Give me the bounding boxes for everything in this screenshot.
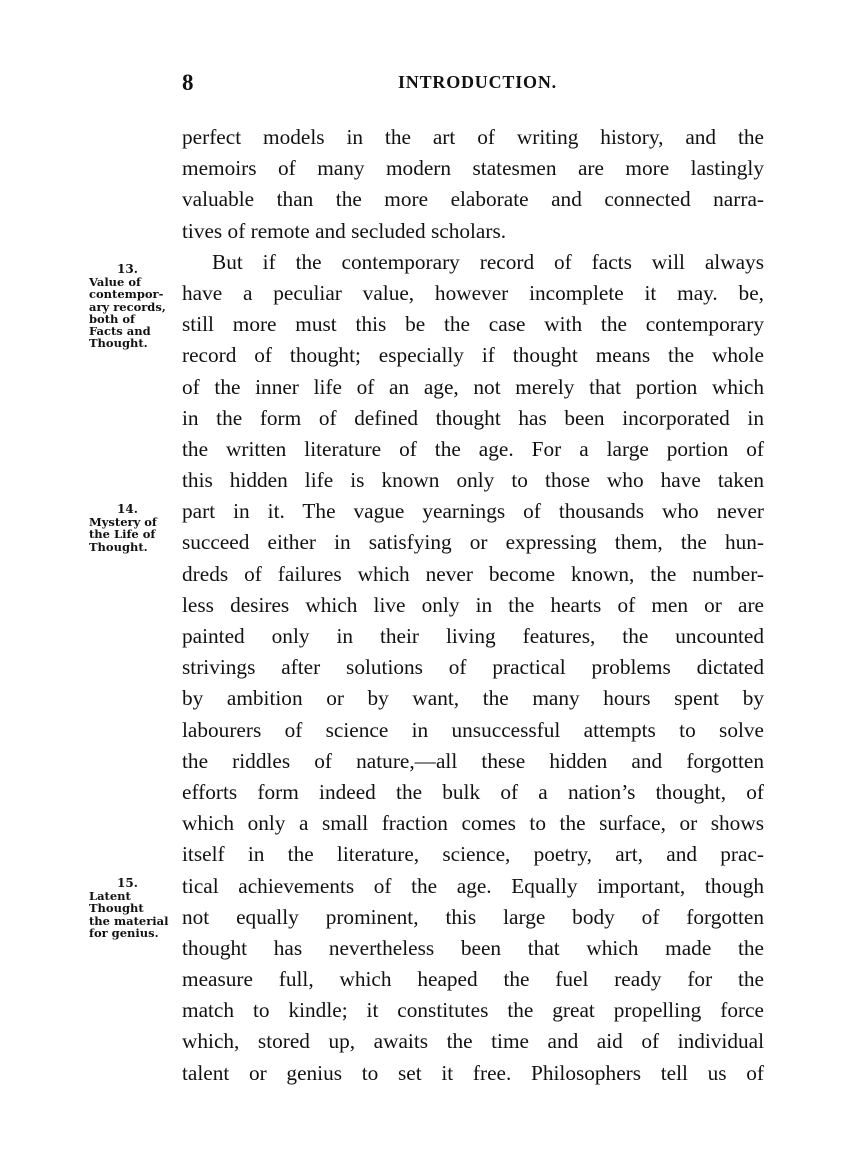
text-line: match to kindle; it constitutes the great propelling force bbox=[182, 998, 764, 1023]
text-line: this hidden life is known only to those who have taken bbox=[182, 468, 764, 493]
text-line: the written literature of the age. For a large portion of bbox=[182, 436, 764, 461]
sidenote-label: Latent Thought the material for genius. bbox=[89, 889, 169, 940]
text-line: not equally prominent, this large body of forgotten bbox=[182, 904, 764, 929]
sidenote-number: 15. bbox=[117, 876, 138, 890]
text-line: succeed either in satisfying or expressing them, the hun- bbox=[182, 530, 764, 555]
text-line: itself in the literature, science, poetry, art, and prac- bbox=[182, 842, 764, 867]
sidenote-13 bbox=[89, 263, 179, 349]
text-line: But if the contemporary record of facts will always bbox=[212, 249, 764, 274]
text-line: of the inner life of an age, not merely that portion which bbox=[182, 374, 764, 399]
text-line: perfect models in the art of writing history, and the bbox=[182, 125, 764, 149]
text-line: tical achievements of the age. Equally important, though bbox=[182, 873, 764, 898]
text-line: still more must this be the case with the contemporary bbox=[182, 312, 764, 337]
text-line: which, stored up, awaits the time and aid of individual bbox=[182, 1029, 764, 1054]
running-head: INTRODUCTION. bbox=[398, 72, 557, 92]
text-line: efforts form indeed the bulk of a nation’s thought, of bbox=[182, 779, 764, 804]
sidenote-number: 13. bbox=[117, 262, 138, 276]
text-line: the riddles of nature,—all these hidden and forgotten bbox=[182, 748, 764, 773]
text-line: which only a small fraction comes to the surface, or shows bbox=[182, 811, 764, 836]
text-line: strivings after solutions of practical problems dictated bbox=[182, 655, 764, 680]
text-line: tives of remote and secluded scholars. bbox=[182, 218, 507, 243]
text-line: memoirs of many modern statesmen are more lastingly bbox=[182, 156, 764, 181]
text-line: record of thought; especially if thought means the whole bbox=[182, 343, 764, 368]
sidenote-15 bbox=[89, 877, 179, 939]
sidenote-number: 14. bbox=[117, 502, 138, 516]
page-header bbox=[0, 70, 850, 100]
text-line: in the form of defined thought has been incorporated in bbox=[182, 405, 764, 430]
body-text bbox=[182, 122, 764, 1089]
text-line: talent or genius to set it free. Philosophers tell us of bbox=[182, 1060, 764, 1085]
sidenote-label: Value of contempor- ary records, both of Facts and Thought. bbox=[89, 275, 166, 351]
text-line: thought has nevertheless been that which made the bbox=[182, 935, 764, 960]
text-line: dreds of failures which never become known, the number- bbox=[182, 561, 764, 586]
text-line: less desires which live only in the hearts of men or are bbox=[182, 592, 764, 617]
sidenote-label: Mystery of the Life of Thought. bbox=[89, 515, 157, 554]
text-line: part in it. The vague yearnings of thousands who never bbox=[182, 499, 764, 524]
text-line: by ambition or by want, the many hours spent by bbox=[182, 686, 764, 711]
text-line: measure full, which heaped the fuel ready for the bbox=[182, 967, 764, 992]
text-line: valuable than the more elaborate and connected narra- bbox=[182, 187, 764, 212]
text-line: have a peculiar value, however incomplete it may. be, bbox=[182, 280, 764, 305]
text-line: labourers of science in unsuccessful attempts to solve bbox=[182, 717, 764, 742]
page-number: 8 bbox=[182, 70, 194, 95]
text-line: painted only in their living features, the uncounted bbox=[182, 624, 764, 648]
sidenote-14 bbox=[89, 503, 179, 553]
